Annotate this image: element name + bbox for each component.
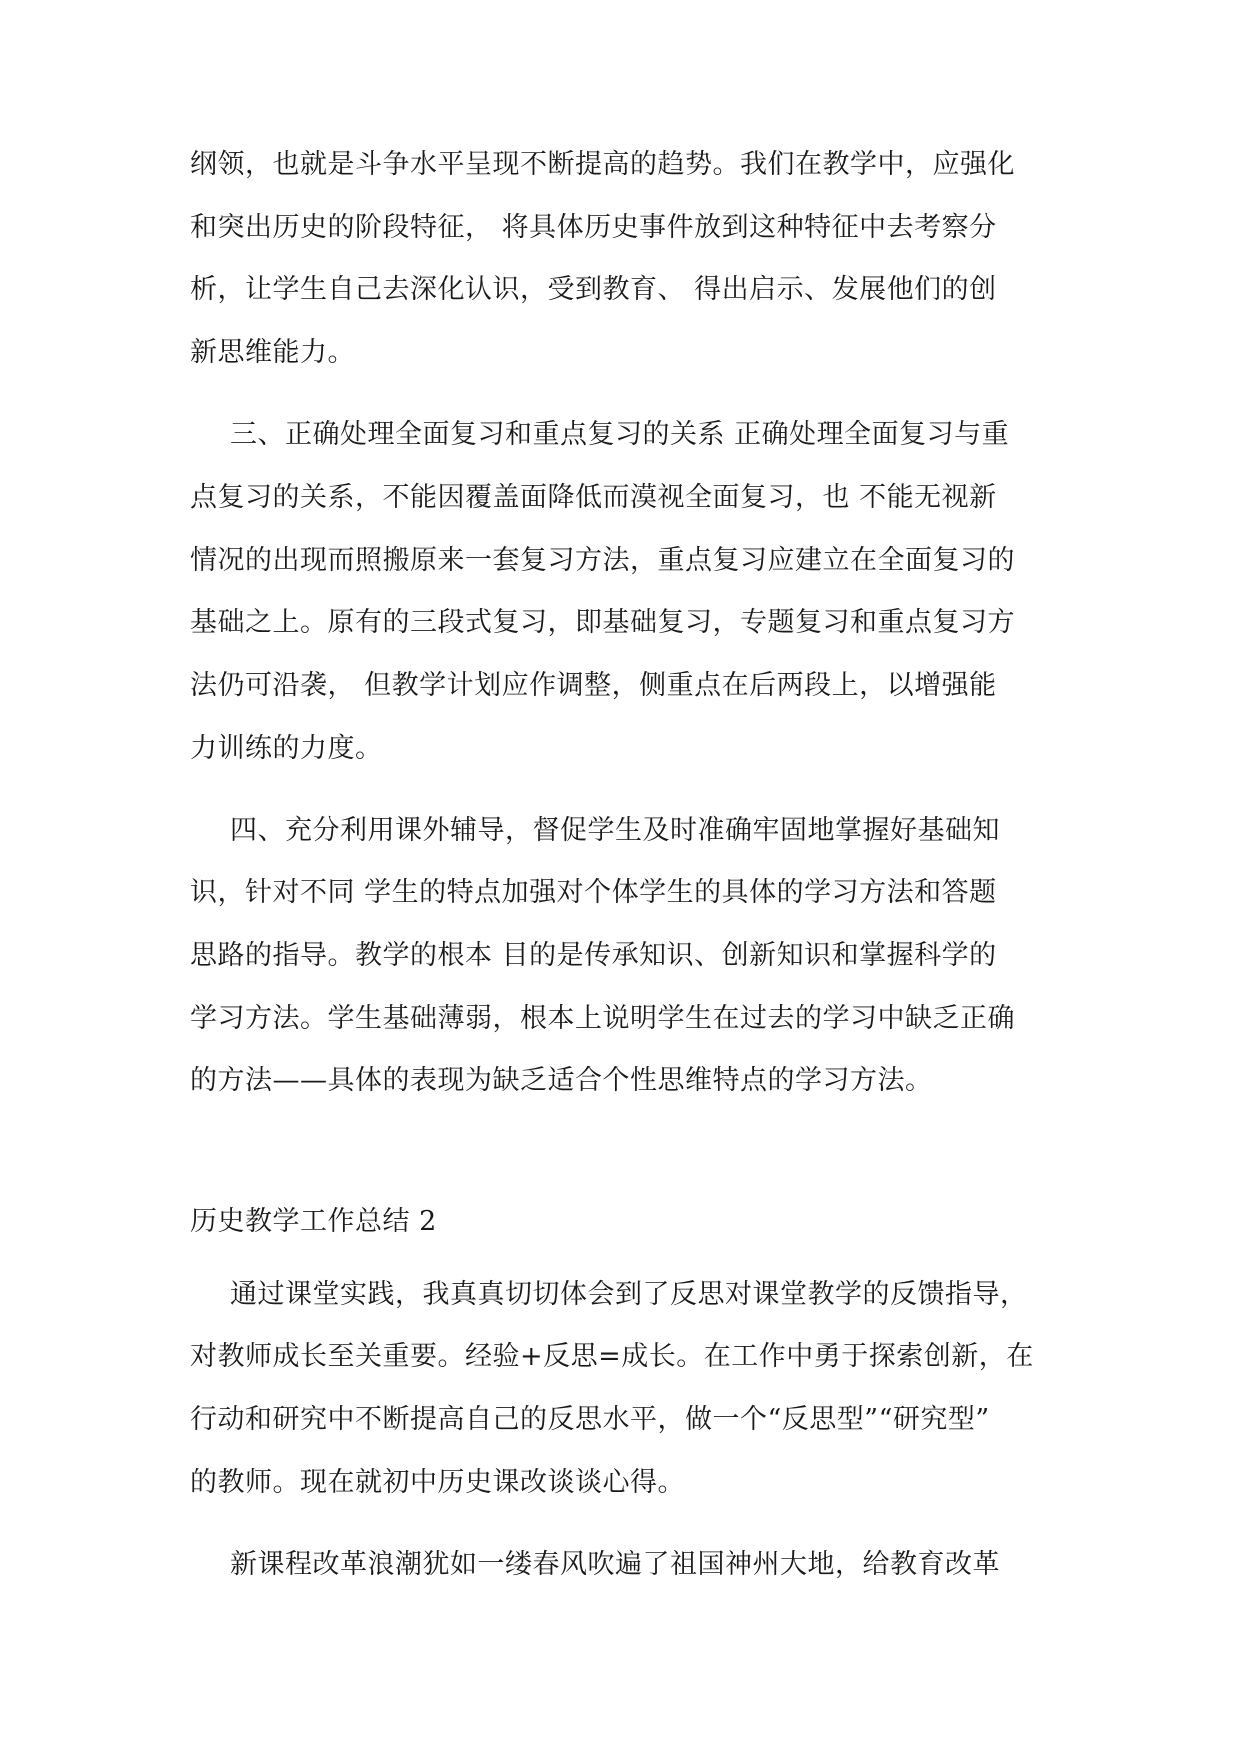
text-line: 的方法——具体的表现为缺乏适合个性思维特点的学习方法。 bbox=[190, 1065, 933, 1096]
text-line: 的教师。现在就初中历史课改谈谈心得。 bbox=[190, 1467, 685, 1498]
text-line: 析，让学生自己去深化认识，受到教育、 得出启示、发展他们的创 bbox=[190, 274, 997, 305]
section-heading-4: 四、充分利用课外辅导，督促学生及时准确牢固地掌握好基础知 bbox=[230, 815, 1000, 846]
text-line: 行动和研究中不断提高自己的反思水平，做一个“反思型”“研究型” bbox=[190, 1404, 990, 1435]
section-heading-3: 三、正确处理全面复习和重点复习的关系 正确处理全面复习与重 bbox=[230, 419, 1010, 450]
document-title: 历史教学工作总结 2 bbox=[190, 1206, 437, 1237]
text-line: 学习方法。学生基础薄弱，根本上说明学生在过去的学习中缺乏正确 bbox=[190, 1003, 1015, 1034]
paragraph-start: 新课程改革浪潮犹如一缕春风吹遍了祖国神州大地，给教育改革 bbox=[230, 1549, 1000, 1580]
text-line: 和突出历史的阶段特征， 将具体历史事件放到这种特征中去考察分 bbox=[190, 212, 997, 243]
text-line: 纲领，也就是斗争水平呈现不断提高的趋势。我们在教学中，应强化 bbox=[190, 149, 1015, 180]
text-line: 识，针对不同 学生的特点加强对个体学生的具体的学习方法和答题 bbox=[190, 877, 997, 908]
text-line: 对教师成长至关重要。经验+反思=成长。在工作中勇于探索创新，在 bbox=[190, 1341, 1034, 1372]
paragraph-start: 通过课堂实践，我真真切切体会到了反思对课堂教学的反馈指导， bbox=[230, 1279, 1028, 1310]
text-line: 力训练的力度。 bbox=[190, 733, 383, 764]
text-line: 点复习的关系，不能因覆盖面降低而漠视全面复习，也 不能无视新 bbox=[190, 482, 997, 513]
text-line: 基础之上。原有的三段式复习，即基础复习，专题复习和重点复习方 bbox=[190, 607, 1015, 638]
text-line: 思路的指导。教学的根本 目的是传承知识、创新知识和掌握科学的 bbox=[190, 940, 997, 971]
text-line: 新思维能力。 bbox=[190, 337, 355, 368]
text-line: 法仍可沿袭， 但教学计划应作调整，侧重点在后两段上，以增强能 bbox=[190, 670, 997, 701]
text-line: 情况的出现而照搬原来一套复习方法，重点复习应建立在全面复习的 bbox=[190, 545, 1015, 576]
